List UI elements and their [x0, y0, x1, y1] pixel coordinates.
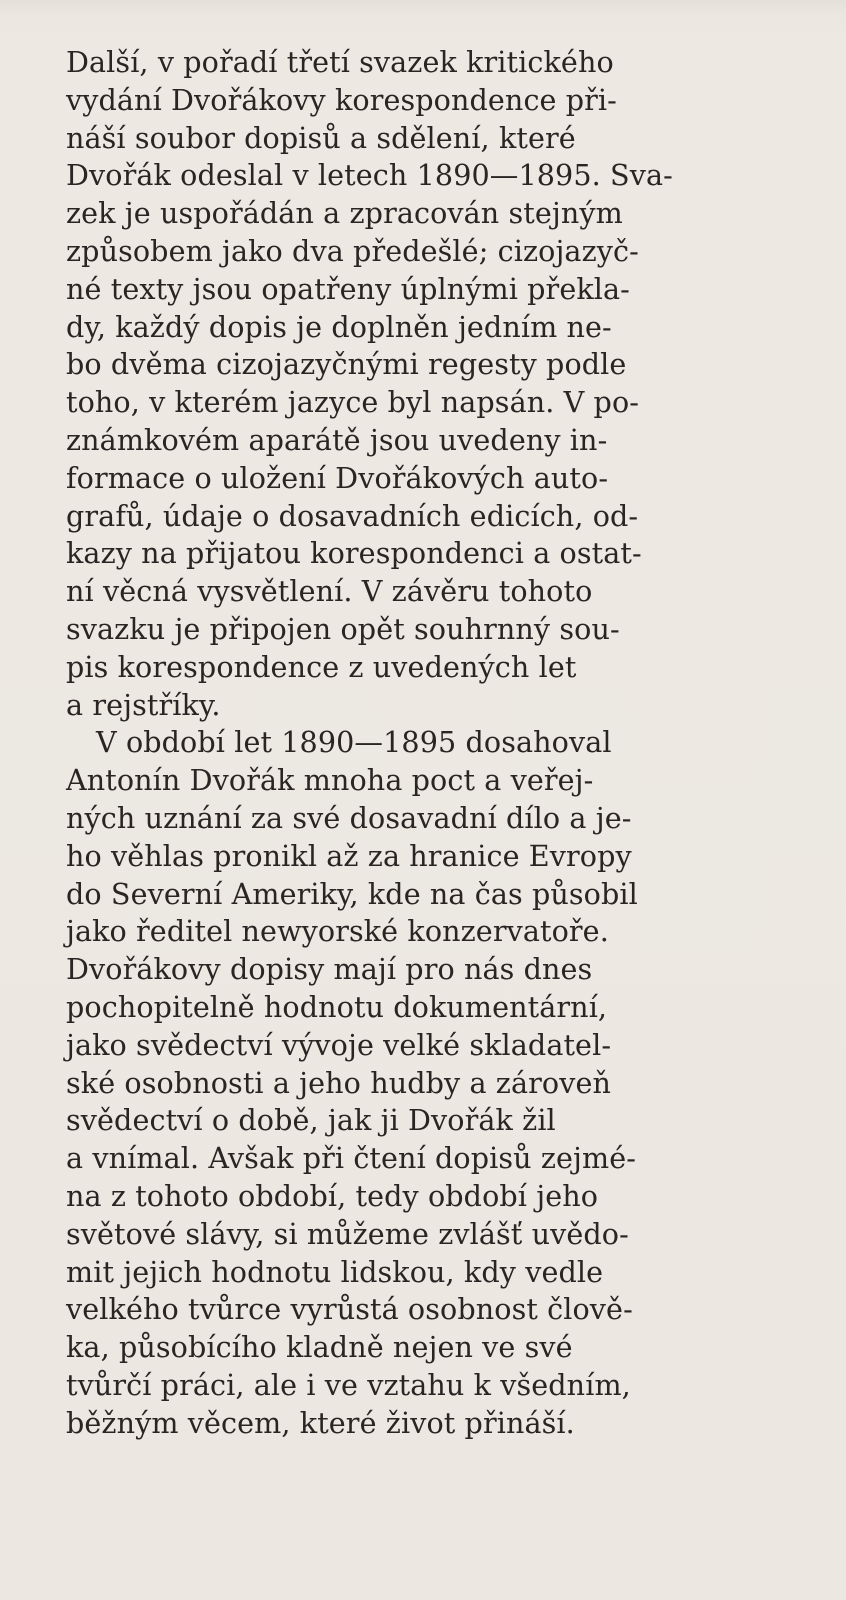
text-line: kazy na přijatou korespondenci a ostat- — [66, 536, 642, 571]
text-line: toho, v kterém jazyce byl napsán. V po- — [66, 385, 640, 420]
text-line: do Severní Ameriky, kde na čas působil — [66, 876, 638, 911]
text-line: a vnímal. Avšak při čtení dopisů zejmé- — [66, 1141, 636, 1176]
text-line: světové slávy, si můžeme zvlášť uvědo- — [66, 1216, 629, 1251]
text-line: ní věcná vysvětlení. V závěru tohoto — [66, 574, 593, 609]
text-line: jako svědectví vývoje velké skladatel- — [66, 1027, 612, 1062]
text-line: běžným věcem, které život přináší. — [66, 1405, 575, 1440]
text-body — [66, 44, 766, 1442]
text-line: na z tohoto období, tedy období jeho — [66, 1178, 599, 1213]
text-line: známkovém aparátě jsou uvedeny in- — [66, 422, 608, 457]
text-line: velkého tvůrce vyrůstá osobnost člově- — [66, 1292, 633, 1327]
text-line: svědectví o době, jak ji Dvořák žil — [66, 1103, 556, 1138]
text-line: Antonín Dvořák mnoha poct a veřej- — [66, 763, 594, 798]
text-line: vydání Dvořákovy korespondence při- — [66, 82, 617, 117]
text-line-indented: V období let 1890—1895 dosahoval — [96, 725, 612, 760]
text-line: formace o uložení Dvořákových auto- — [66, 460, 609, 495]
text-line: tvůrčí práci, ale i ve vztahu k všedním, — [66, 1367, 631, 1402]
text-line: zek je uspořádán a zpracován stejným — [66, 196, 623, 231]
text-line: Dvořákovy dopisy mají pro nás dnes — [66, 952, 593, 987]
text-line: ho věhlas pronikl až za hranice Evropy — [66, 838, 632, 873]
text-line: ské osobnosti a jeho hudby a zároveň — [66, 1065, 611, 1100]
text-line: Dvořák odeslal v letech 1890—1895. Sva- — [66, 158, 673, 193]
text-line: způsobem jako dva předešlé; cizojazyč- — [66, 233, 639, 268]
text-line: Další, v pořadí třetí svazek kritického — [66, 45, 614, 79]
text-line: bo dvěma cizojazyčnými regesty podle — [66, 347, 627, 382]
text-line: a rejstříky. — [66, 687, 221, 722]
text-line: mit jejich hodnotu lidskou, kdy vedle — [66, 1254, 604, 1289]
text-line: né texty jsou opatřeny úplnými překla- — [66, 271, 630, 306]
text-line: grafů, údaje o dosavadních edicích, od- — [66, 498, 639, 533]
paragraph-2 — [66, 724, 766, 1442]
text-line: náší soubor dopisů a sdělení, které — [66, 120, 576, 155]
text-line: jako ředitel newyorské konzervatoře. — [66, 914, 609, 949]
text-line: ných uznání za své dosavadní dílo a je- — [66, 800, 632, 835]
text-line: svazku je připojen opět souhrnný sou- — [66, 611, 620, 646]
text-line: ka, působícího kladně nejen ve své — [66, 1330, 573, 1365]
text-line: dy, každý dopis je doplněn jedním ne- — [66, 309, 612, 344]
paragraph-1 — [66, 44, 766, 724]
text-line: pis korespondence z uvedených let — [66, 649, 577, 684]
text-line: pochopitelně hodnotu dokumentární, — [66, 989, 608, 1024]
